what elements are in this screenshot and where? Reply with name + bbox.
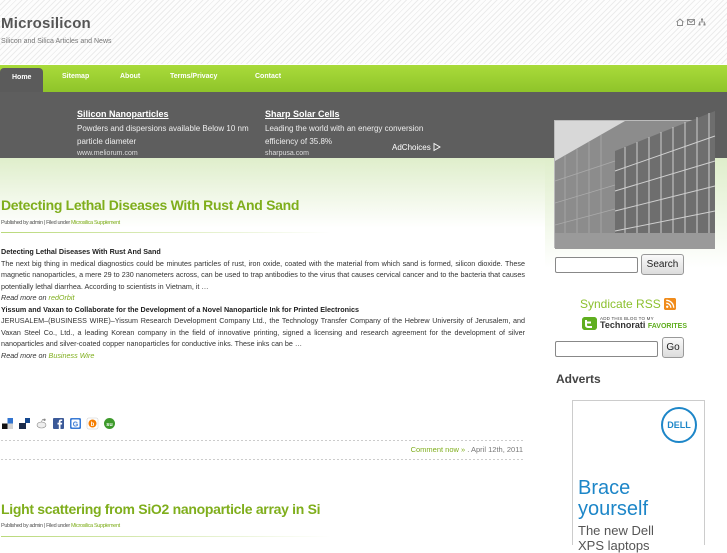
technorati-favorites: FAVORITES [647,323,688,330]
post-divider [1,536,331,537]
technorati-label: Technorati [600,320,646,330]
dell-headline-line: Brace [578,477,631,499]
search-button[interactable]: Search [641,254,684,275]
nav-contact[interactable]: Contact [255,73,282,80]
syndicate-rss-link[interactable] [580,297,676,311]
post-meta [1,220,120,226]
google-icon[interactable] [70,418,81,429]
stumbleupon-icon[interactable] [104,418,115,429]
read-more-prefix: Read more on [1,350,49,360]
technorati-favorites-link[interactable] [582,316,687,331]
read-more-link[interactable]: redOrbit [48,293,75,302]
svg-text:G: G [72,421,79,429]
technorati-icon [582,317,597,330]
nav-home[interactable]: Home [0,68,43,92]
reddit-icon[interactable] [36,418,47,429]
technorati-caption: ADD THIS BLOG TO MY [600,316,654,321]
rss-icon [664,298,676,310]
header-building-image [554,120,714,248]
dell-headline [578,478,648,520]
ad-silicon-nanoparticles[interactable] [77,109,262,156]
dell-advert[interactable] [572,400,705,553]
post-meta-prefix: Published by admin | Filed under [1,523,71,529]
adchoices-icon [433,143,441,151]
svg-text:b: b [90,421,95,428]
home-icon[interactable] [676,18,684,26]
nav-sitemap[interactable]: Sitemap [62,73,90,80]
nav-terms-privacy[interactable]: Terms/Privacy [170,73,218,80]
ad-title[interactable]: Silicon Nanoparticles [77,109,169,119]
go-button[interactable]: Go [662,337,684,358]
blogger-icon[interactable] [87,418,98,429]
adchoices-link[interactable] [392,143,441,152]
share-icons [2,418,115,429]
article-headline: Yissum and Vaxan to Collaborate for the Development of a Novel Nanoparticle Ink for Printed Electronics [1,304,359,314]
ad-url[interactable]: www.meliorum.com [77,150,138,157]
post-title[interactable]: Light scattering from SiO2 nanoparticle array in Si [1,501,321,517]
site-header [0,0,727,64]
dell-headline-line: yourself [578,498,649,520]
read-more [1,350,525,362]
comment-link[interactable]: Comment now » [410,445,466,454]
main-nav [0,65,727,92]
read-more-link[interactable]: Business Wire [48,350,95,360]
sitemap-icon[interactable] [698,18,706,26]
divider [1,459,525,460]
post-category-link[interactable]: Microsilica Supplement [70,523,120,529]
post-body [1,246,525,361]
ad-url[interactable]: sharpusa.com [265,150,309,157]
building-illustration [555,121,715,249]
post-meta [1,523,120,529]
ad-description: Powders and dispersions available Below 10 nm particle diameter [77,124,249,146]
syndicate-label: Syndicate RSS [580,297,661,311]
subscribe-email-input[interactable] [555,341,658,357]
mail-icon[interactable] [687,18,695,26]
search-input[interactable] [555,257,638,273]
digg-icon[interactable] [19,418,30,429]
post-category-link[interactable]: Microsilica Supplement [70,220,120,226]
ad-title[interactable]: Sharp Solar Cells [265,109,340,119]
adverts-heading: Adverts [556,372,601,386]
dell-subtext-line: The new Dell [578,523,654,538]
divider [1,440,525,441]
read-more-prefix: Read more on [1,293,49,302]
site-title[interactable]: Microsilicon [1,15,91,32]
content-gradient [0,158,545,228]
nav-about[interactable]: About [120,73,141,80]
dell-subtext [578,523,654,553]
site-tagline: Silicon and Silica Articles and News [1,38,112,45]
ad-description: Leading the world with an energy conversion efficiency of 35.8% [265,124,424,146]
post-footer [380,445,523,454]
adchoices-label: AdChoices [392,143,431,152]
post-divider [1,232,331,233]
read-more [1,292,525,304]
post-meta-prefix: Published by admin | Filed under [1,220,71,226]
post-title[interactable]: Detecting Lethal Diseases With Rust And Sand [1,197,300,213]
svg-text:su: su [106,421,113,428]
dell-subtext-line: XPS laptops [578,538,650,553]
article-paragraph: The next big thing in medical diagnostics could be minutes particles of rust, iron oxide, coated with the material from which sand is formed, silicon dioxide. These magnetic nanoparticles, a mere 29 to 230 nanometers across, can be used to trap antibodies to the virus that causes cervical cancer and to the bacteria that causes potentially lethal diarrhea. According to scientists in Vietnam, it … [1,258,525,291]
post-date: . April 12th, 2011 [465,445,523,454]
facebook-icon[interactable] [53,418,64,429]
article-paragraph: JERUSALEM–(BUSINESS WIRE)–Yissum Research Development Company Ltd., the Technology Transfer Company of the Hebrew University of Jerusalem, and Vaxan Steel Co., Ltd., a leading Korean company in the field of innovative printing, signed a licensing and research agreement for the development of silver nanoparticles and silver-coated copper nanoparticles for conductive inks. These inks can be … [1,316,525,348]
article-subtitle: Detecting Lethal Diseases With Rust And Sand [1,247,161,256]
delicious-icon[interactable] [2,418,13,429]
header-icons [676,18,706,26]
dell-logo: DELL [661,407,697,443]
